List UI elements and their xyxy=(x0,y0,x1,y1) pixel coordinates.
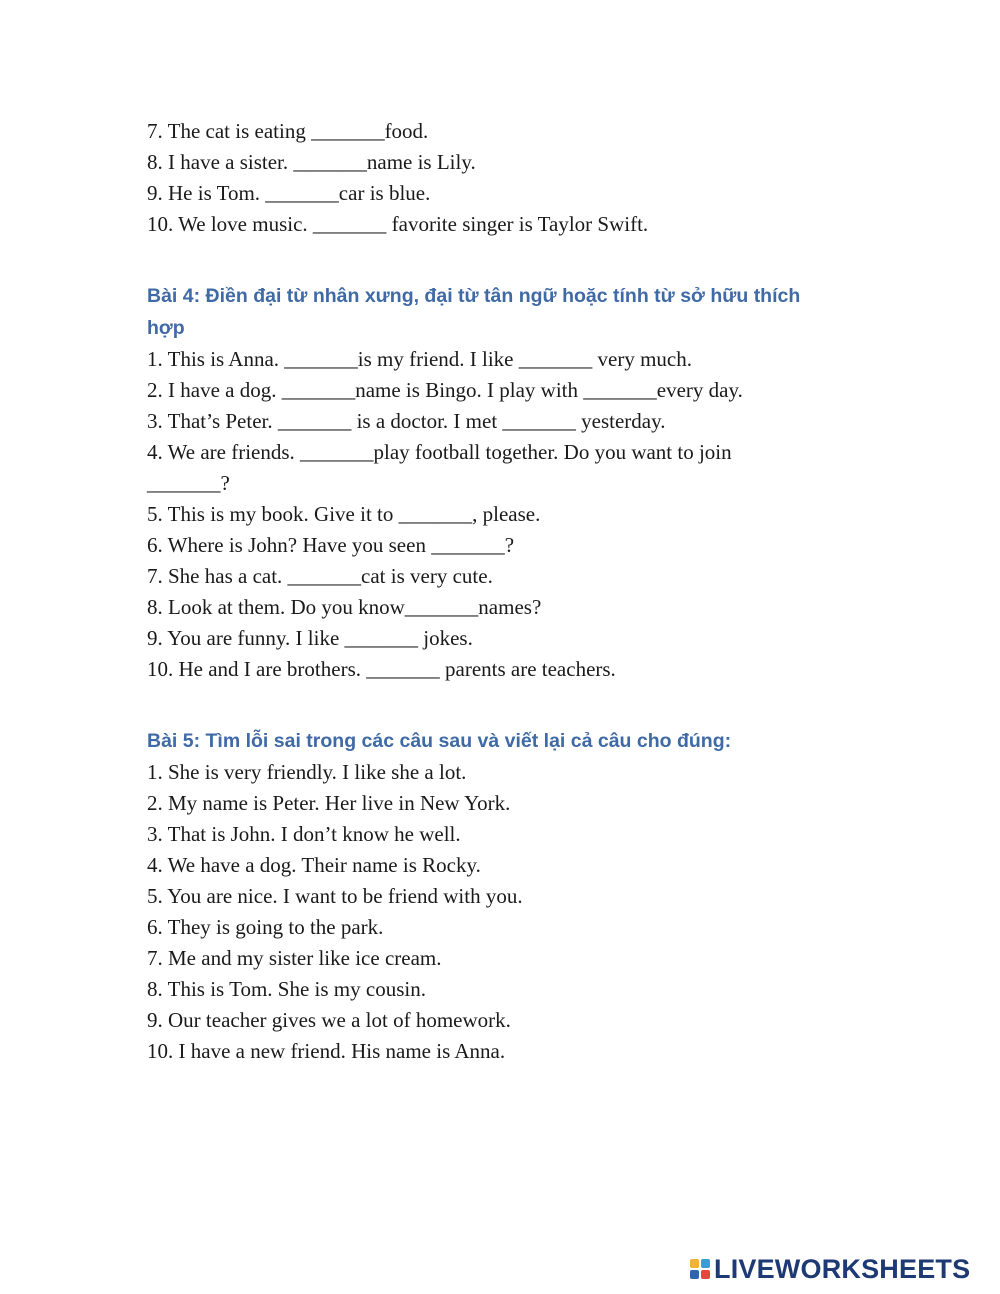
list-item: 7. Me and my sister like ice cream. xyxy=(147,946,442,970)
brand-name: LIVEWORKSHEETS xyxy=(714,1253,971,1284)
worksheet-page xyxy=(147,116,847,1067)
list-item: 4. We are friends. _______play football together. Do you want to join xyxy=(147,440,732,464)
section4-heading: Bài 4: Điền đại từ nhân xưng, đại từ tân ngữ hoặc tính từ sở hữu thích xyxy=(147,285,801,307)
list-item: 3. That is John. I don’t know he well. xyxy=(147,822,461,846)
section4 xyxy=(147,280,847,685)
section-spacer xyxy=(147,685,847,725)
list-item: 1. This is Anna. _______is my friend. I like _______ very much. xyxy=(147,347,692,371)
section4-heading-continued: hợp xyxy=(147,317,185,339)
list-item: 3. That’s Peter. _______ is a doctor. I met _______ yesterday. xyxy=(147,409,666,433)
list-item: 8. I have a sister. _______name is Lily. xyxy=(147,150,476,174)
list-item: 6. Where is John? Have you seen _______? xyxy=(147,533,515,557)
list-item: 5. You are nice. I want to be friend with you. xyxy=(147,884,523,908)
list-item: 6. They is going to the park. xyxy=(147,915,384,939)
list-item: 7. The cat is eating _______food. xyxy=(147,119,429,143)
list-item-continued: _______? xyxy=(147,471,230,495)
logo-tile xyxy=(701,1270,710,1279)
list-item: 10. He and I are brothers. _______ parents are teachers. xyxy=(147,657,616,681)
list-item: 2. My name is Peter. Her live in New York. xyxy=(147,791,511,815)
list-item: 5. This is my book. Give it to _______, please. xyxy=(147,502,541,526)
list-item: 10. I have a new friend. His name is Anna. xyxy=(147,1039,506,1063)
liveworksheets-brand[interactable] xyxy=(690,1253,970,1285)
list-item: 2. I have a dog. _______name is Bingo. I play with _______every day. xyxy=(147,378,743,402)
list-item: 9. You are funny. I like _______ jokes. xyxy=(147,626,473,650)
section3-items xyxy=(147,116,847,240)
section-spacer xyxy=(147,240,847,280)
logo-tile xyxy=(690,1270,699,1279)
list-item: 9. He is Tom. _______car is blue. xyxy=(147,181,431,205)
list-item: 1. She is very friendly. I like she a lot. xyxy=(147,760,467,784)
list-item: 10. We love music. _______ favorite singer is Taylor Swift. xyxy=(147,212,649,236)
list-item: 8. This is Tom. She is my cousin. xyxy=(147,977,426,1001)
section5 xyxy=(147,725,847,1067)
liveworksheets-logo-icon xyxy=(690,1259,710,1279)
section5-heading: Bài 5: Tìm lỗi sai trong các câu sau và viết lại cả câu cho đúng: xyxy=(147,730,732,752)
list-item: 7. She has a cat. _______cat is very cute. xyxy=(147,564,493,588)
logo-tile xyxy=(690,1259,699,1268)
logo-tile xyxy=(701,1259,710,1268)
list-item: 8. Look at them. Do you know_______names? xyxy=(147,595,542,619)
list-item: 9. Our teacher gives we a lot of homework. xyxy=(147,1008,511,1032)
list-item: 4. We have a dog. Their name is Rocky. xyxy=(147,853,481,877)
